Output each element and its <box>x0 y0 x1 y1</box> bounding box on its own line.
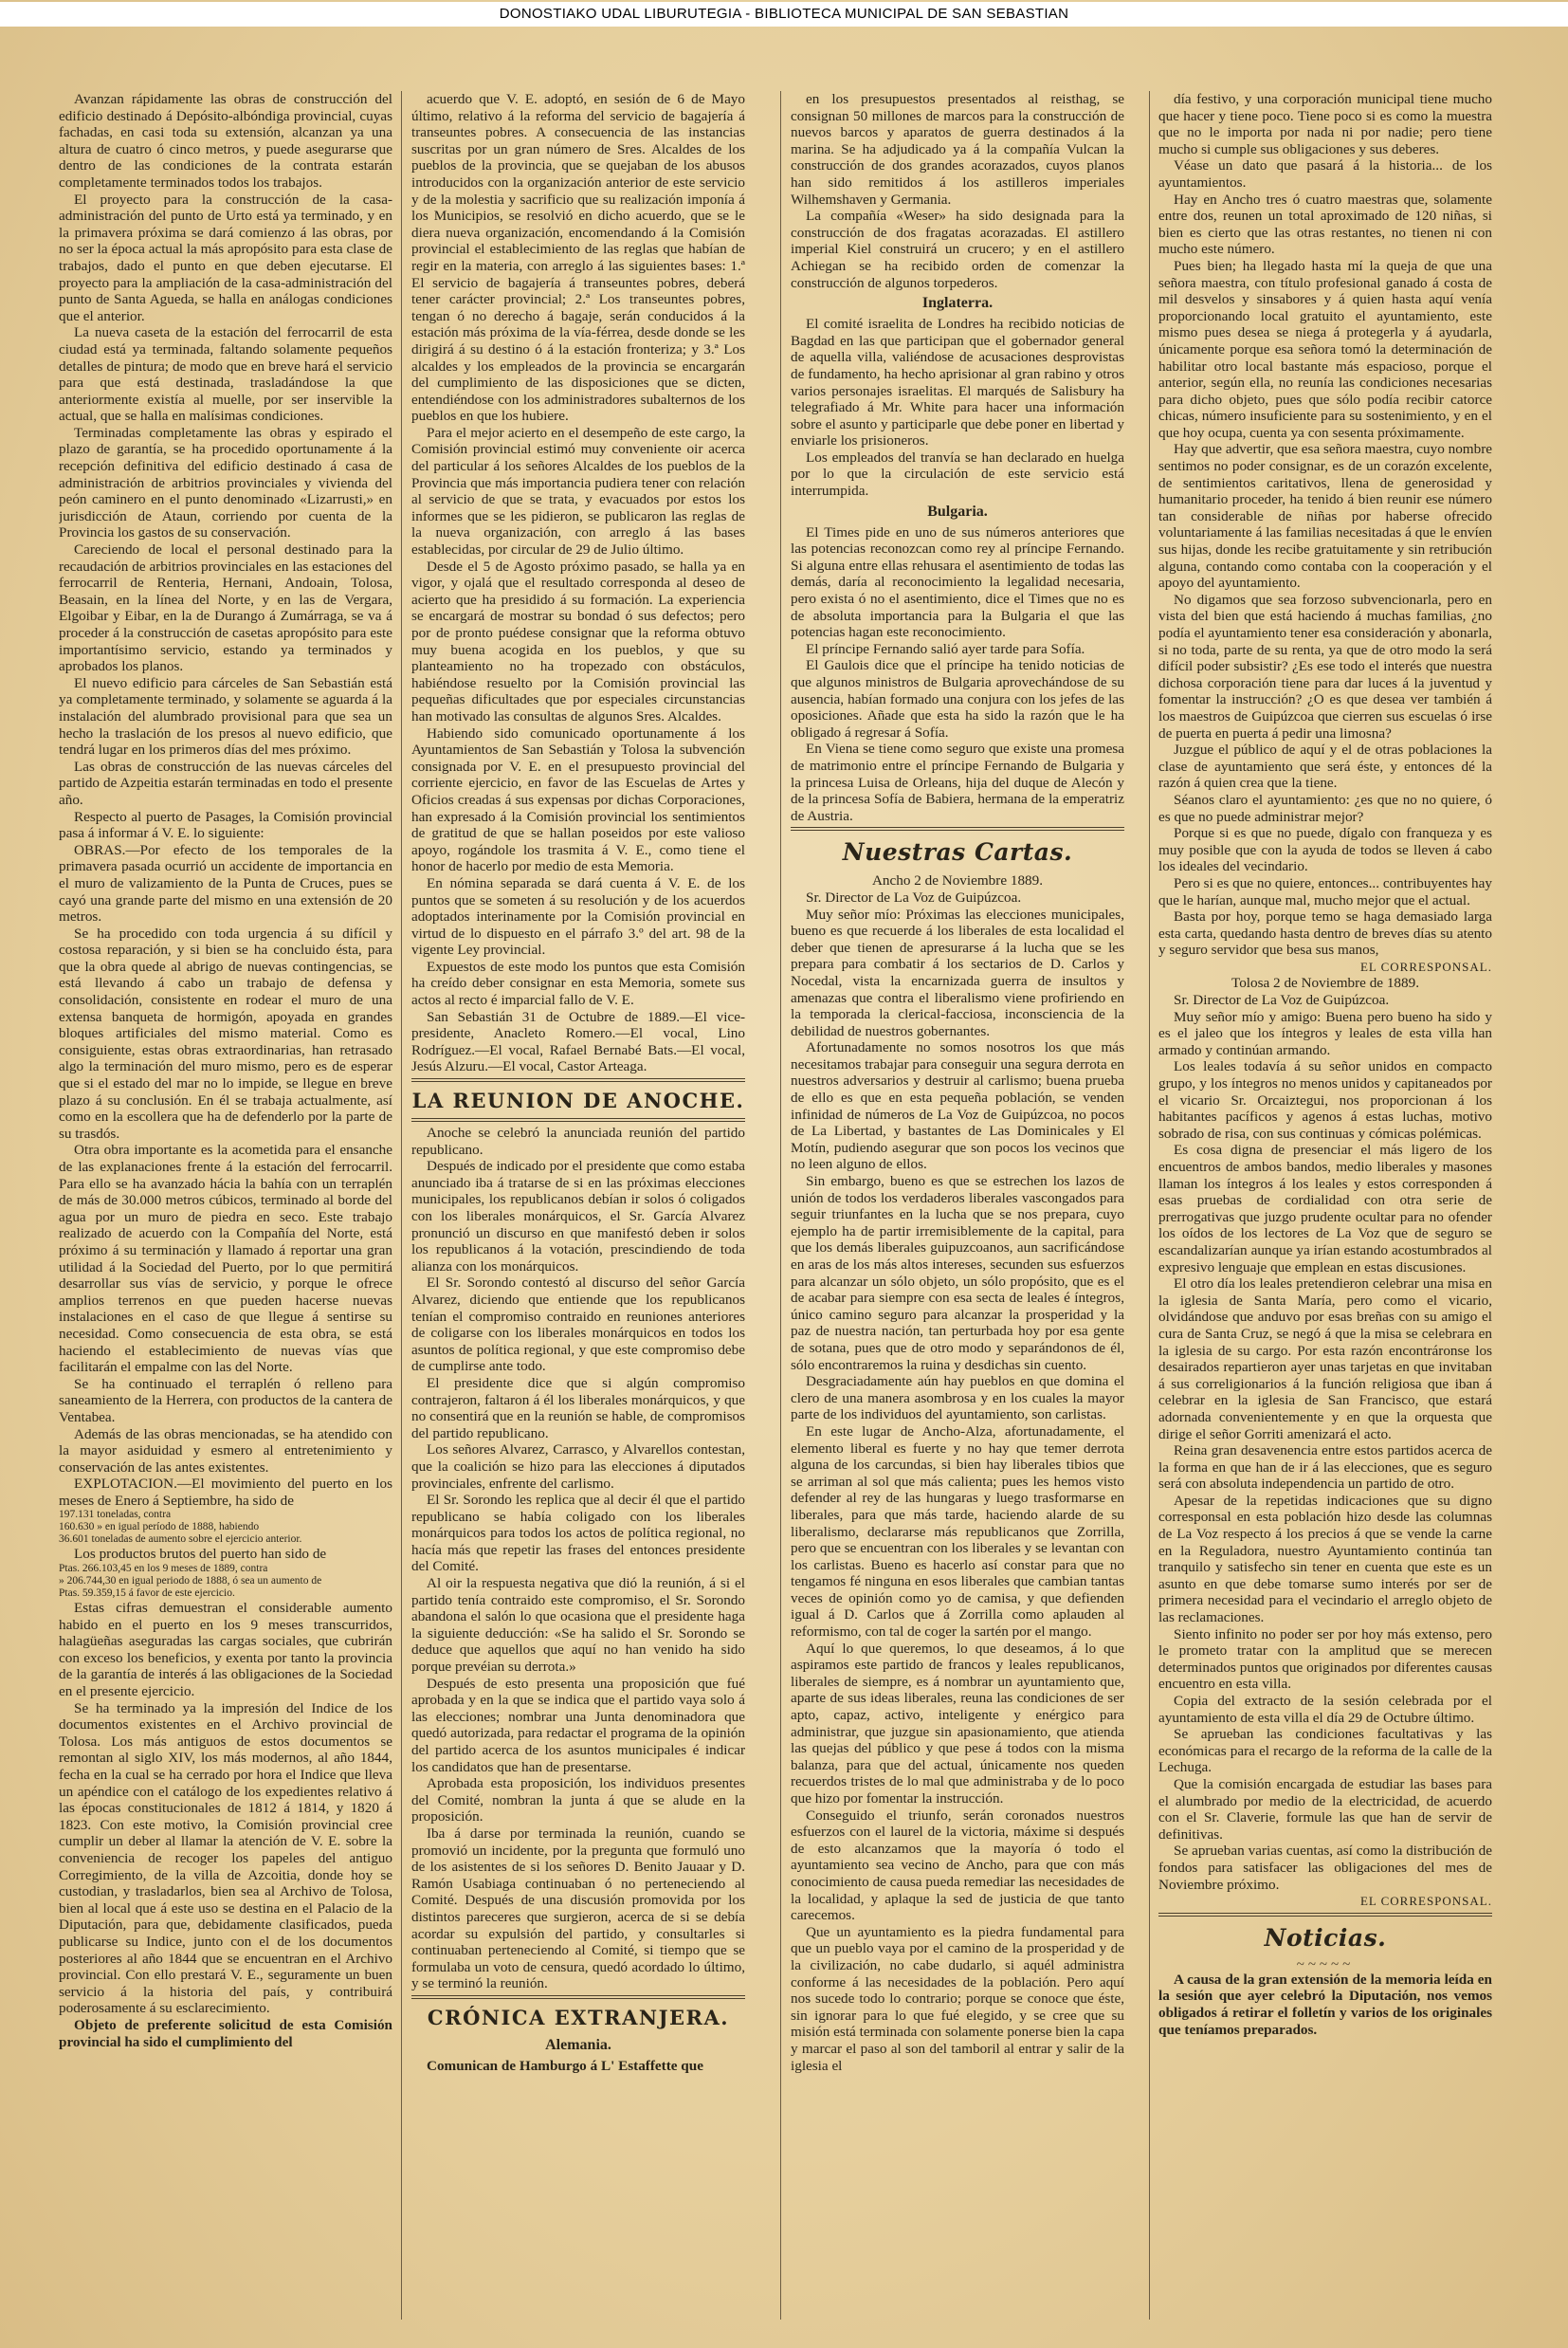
stats-line: Ptas. 59.359,15 á favor de este ejercicio. <box>59 1587 235 1600</box>
paragraph: En este lugar de Ancho-Alza, afortunadamente, el elemento liberal es fuerte y no hay que temer derrota alguna de los carcundas, si bien hay liberales tibios que se arriman al sol que más calienta; pues les hemos visto defender al rey de las hungaras y luego trasformarse en liberales, para que más tarde, haciendo alarde de su liberalismo, declararse más republicanos que Zorrilla, pero que se encuentran con los liberales y se levantan con los carlistas. Bueno es hacerlo así constar para que no tengamos fé ninguna en esos liberales que cambian tantas veces de opinión como yo de camisa, y que defienden igual á D. Carlos que á Zorrilla como aplauden al reformismo, con tal de coger la sartén por el mango. <box>791 1422 1124 1641</box>
stats-line: 36.601 toneladas de aumento sobre el ejercicio anterior. <box>59 1533 302 1546</box>
paragraph: Habiendo sido comunicado oportunamente á los Ayuntamientos de San Sebastián y Tolosa la subvención consignada por V. E. en el presupuesto provincial del corriente ejercicio, en favor de las Escuelas de Artes y Oficios creadas á sus expensas por dichas Corporaciones, han expresado á la Comisión provincial los sentimientos de gratitud de que se hallan poseidos por este valioso apoyo, rogándole los trasmita á V. E., como tiene el honor de hacerlo por medio de esta Memoria. <box>411 725 745 875</box>
section-divider <box>1158 1913 1492 1917</box>
section-heading-reunion: LA REUNION DE ANOCHE. <box>411 1089 745 1113</box>
section-divider <box>411 1118 745 1122</box>
paragraph: Los leales todavía á su señor unidos en compacto grupo, y los íntegros no menos unidos y capitaneados por el vicario Sr. Orcaiztegui, nos proporcionan á los habitantes pacíficos y agenos á estas luchas, motivo sobrado de risa, con sus continuas y cómicas polémicas. <box>1158 1058 1492 1142</box>
paragraph: acuerdo que V. E. adoptó, en sesión de 6 de Mayo último, relativo á la reforma del servicio de bagajería á transeuntes pobres. A consecuencia de las instancias suscritas por un gran número de Sres. Alcaldes de los pueblos de la provincia, que se quejaban de los abusos introducidos con la organización anterior de este servicio y de la molestia y sacrificio que su realización imponía á los Municipios, se resolvió en dicho acuerdo, que se le diera nueva organización, encomendando á la Comisión provincial el establecimiento de las reglas que habían de regir en la materia, con arreglo á las siguientes bases: 1.ª El servicio de bagajería á transeuntes pobres, deberá tener carácter provincial; 2.ª Los transeuntes pobres, tengan ó no derecho á bagaje, serán conducidos á la estación más próxima de la vía-férrea, desde donde se les dirigirá á su destino ó á la estación fronteriza; y 3.ª Los alcaldes y los empleados de la provincia se encargarán del cumplimiento de las disposiciones que se dicten, entendiéndose con los administradores subalternos de los pueblos en que los hubiere. <box>411 91 745 425</box>
paragraph: Los empleados del tranvía se han declarado en huelga por lo que la circulación de este servicio está interrumpida. <box>791 449 1124 500</box>
paragraph: Véase un dato que pasará á la historia... de los ayuntamientos. <box>1158 157 1492 191</box>
paragraph: Aprobada esta proposición, los individuos presentes del Comité, nombran la junta á que se alude en la proposición. <box>411 1775 745 1825</box>
paragraph: Desgraciadamente aún hay pueblos en que domina el clero de una manera asombrosa y en los cuales la mayor parte de los individuos del ayuntamiento, son carlistas. <box>791 1373 1124 1423</box>
paragraph: Es cosa digna de presenciar el más ligero de los encuentros de ambos bandos, medio liberales y masones llaman los íntegros á los leales y estos corresponden á esas pruebas de cordialidad con otra serie de prerrogativas que juzgo prudente ocultar para no ofender los oídos de los lectores de La Voz que de seguro se escandalizarían aunque ya irían estando acostumbrados al expresivo lenguaje que emplean en estas discusiones. <box>1158 1142 1492 1275</box>
newspaper-columns <box>59 91 1507 2320</box>
column-1 <box>59 91 392 2320</box>
signature: EL CORRESPONSAL. <box>1359 1894 1492 1909</box>
paragraph: El príncipe Fernando salió ayer tarde para Sofía. <box>806 640 1085 657</box>
section-divider <box>411 1995 745 1999</box>
subheading-bulgaria: Bulgaria. <box>927 503 988 520</box>
paragraph: Pues bien; ha llegado hasta mí la queja de que una señora maestra, con título profesional ganado á costa de mil desvelos y sinsabores y á quien hasta aquí venía proporcionando local gratuito el ayuntamiento, este mismo pues desea se niega á protegerla y á ayudarla, únicamente porque esa señora tomó la determinación de habilitar otro local bastante más espacioso, porque el anterior, según ella, no reunía las condiciones necesarias para dicho objeto, pues que sólo podía recibir catorce chicas, número insuficiente para su sostenimiento, y en el que hoy ocupa, cuenta ya con sesenta próximamente. <box>1158 257 1492 441</box>
paragraph: Además de las obras mencionadas, se ha atendido con la mayor asiduidad y esmero al entretenimiento y conservación de las antes existentes. <box>59 1425 392 1476</box>
paragraph: Se aprueban varias cuentas, así como la distribución de fondos para satisfacer las obligaciones del mes de Noviembre próximo. <box>1158 1843 1492 1893</box>
paragraph: Copia del extracto de la sesión celebrada por el ayuntamiento de esta villa el día 29 de Octubre último. <box>1158 1693 1492 1726</box>
signature: EL CORRESPONSAL. <box>1359 959 1492 974</box>
paragraph: Desde el 5 de Agosto próximo pasado, se halla ya en vigor, y ojalá que el resultado corresponda al deseo de acierto que ha presidido á su formación. La experiencia se encargará de mostrar su bondad ó sus defectos; pero por de pronto puédese consignar que la reforma obtuvo muy buena acogida en los pueblos, y que su planteamiento no ha tropezado con obstáculos, habiéndose resuelto por la Comisión provincial las pequeñas dificultades que por especiales circunstancias han motivado las consultas de algunos Sres. Alcaldes. <box>411 558 745 725</box>
dateline: Tolosa 2 de Noviembre de 1889. <box>1231 975 1419 992</box>
paragraph: El comité israelita de Londres ha recibido noticias de Bagdad en las que participan que el gobernador general de aquella villa, valiéndose de acusaciones desprovistas de fundamento, ha hecho aprisionar al gran rabino y otros varios personajes israelitas. El marqués de Salisbury ha telegrafiado á Mr. White para hacer una información sobre el asunto y participarle que debe poner en libertad y enviarle los prisioneros. <box>791 316 1124 449</box>
column-rule <box>780 91 781 2320</box>
paragraph: Sin embargo, bueno es que se estrechen los lazos de unión de todos los verdaderos liberales vascongados para seguir triunfantes en la lucha que se nos prepara, cuyo ejemplo ha de partir irremisiblemente de la capital, para que los demás liberales guipuzcoanos, aun sacrificándose en aras de los más altos intereses, secunden sus esfuerzos para alcanzar un sólo objeto, un sólo propósito, que es el de acabar para siempre con esa secta de leales é íntegros, único camino seguro para alcanzar la prosperidad y la paz de nuestra nación, tan perturbada hoy por esa gente de sotana, pues que de otro modo y separándonos de él, sólo encontraremos la ruina y desdichas sin cuento. <box>791 1173 1124 1373</box>
paragraph: El Sr. Sorondo les replica que al decir él que el partido republicano se había coligado con los liberales monárquicos para todos los actos de política regional, no hacía más que repetir las frases del entonces presidente del Comité. <box>411 1492 745 1575</box>
paragraph: Las obras de construcción de las nuevas cárceles del partido de Azpeitia estarán terminadas en todo el presente año. <box>59 758 392 808</box>
paragraph: No digamos que sea forzoso subvencionarla, pero en vista del bien que está haciendo á muchas familias, ¿no podía el ayuntamiento tener esa consideración y abonarla, si no toda, parte de su renta, ya que de otro modo la será difícil poder subsistir? ¿Es ese todo el interés que nuestra dichosa corporación tiene para dar luces á la juventud y fomentar la instrucción? ¿O es que desea ver también á los maestros de Guipúzcoa que cierren sus escuelas ó irse de puerta en puerta á pedir una limosna? <box>1158 591 1492 742</box>
paragraph: En Viena se tiene como seguro que existe una promesa de matrimonio entre el príncipe Fernando de Bulgaria y la princesa Luisa de Orleans, hija del duque de Alecón y de la princesa Sofía de Babiera, hermana de la emperatriz de Austria. <box>791 741 1124 824</box>
paragraph: Afortunadamente no somos nosotros los que más necesitamos trabajar para conseguir una segura derrota en nuestros adversarios y destruir al carlismo; buena prueba de ello es que en esta pequeña población, se venden infinidad de números de La Voz de Guipúzcoa, no pocos de La Libertad, y bastantes de Las Dominicales y El Motín, pudiendo asegurar que son pocos los vecinos que no leen alguno de ellos. <box>791 1039 1124 1173</box>
paragraph: Se ha procedido con toda urgencia á su difícil y costosa reparación, y si bien se ha concluido ésta, para que la obra quede al abrigo de nuevas contingencias, se está llevando á cabo un trabajo de defensa y consolidación, consistente en rodear el muro de una extensa banqueta de hormigón, apoyada en grandes bloques artificiales del mismo material. Como es consiguiente, estas obras extraordinarias, han retrasado algo la terminación del muro mismo, pero es de esperar que si el estado del mar no lo impide, se llegue en breve plazo á su conclusión. En él se trabaja actualmente, así como en la escollera que ha de defenderlo por la parte de su trasdós. <box>59 925 392 1142</box>
section-divider <box>411 1078 745 1082</box>
paragraph: La compañía «Weser» ha sido designada para la construcción de dos fragatas acorazadas. El astillero imperial Kiel construirá un crucero; y en el astillero Achiegan se ha recibido orden de comenzar la construcción de algunos torpederos. <box>791 208 1124 291</box>
paragraph: Se aprueban las condiciones facultativas y las económicas para el recargo de la reforma de la calle de la Lechuga. <box>1158 1726 1492 1776</box>
paragraph: Expuestos de este modo los puntos que esta Comisión ha creído deber consignar en esta Memoria, somete sus actos al recto é imparcial fallo de V. E. <box>411 958 745 1009</box>
paragraph: San Sebastián 31 de Octubre de 1889.—El vice-presidente, Anacleto Romero.—El vocal, Lino Rodríguez.—El vocal, Rafael Bernabé Bats.—El vocal, Jesús Alzuru.—El vocal, Castor Arteaga. <box>411 1008 745 1075</box>
paragraph: Para el mejor acierto en el desempeño de este cargo, la Comisión provincial estimó muy conveniente oir acerca del particular á los señores Alcaldes de los pueblos de la Provincia que más importancia pudiera tener con relación al servicio de que se trata, y evacuados por estos los informes que se les pidieron, se publicaron las reglas de la nueva organización, con arreglo á las bases establecidas, por circular de 29 de Julio último. <box>411 424 745 559</box>
column-rule <box>1149 91 1150 2320</box>
paragraph: Avanzan rápidamente las obras de construcción del edificio destinado á Depósito-albóndiga provincial, cuyas fachadas, en casi toda su extensión, alcanzan ya una altura de cuatro ó cinco metros, y puede asegurarse que dentro de las condiciones de la contrata estarán completamente terminados todos los trabajos. <box>59 91 392 191</box>
paragraph: Después de indicado por el presidente que como estaba anunciado iba á tratarse de si en las próximas elecciones municipales, los republicanos debían ir solos ó coligados con los liberales monárquicos, el Sr. García Alvarez pronunció un discurso en que manifestó deben ir solos los republicanos á la votación, prescindiendo de toda alianza con los monárquicos. <box>411 1158 745 1275</box>
paragraph: Basta por hoy, porque temo se haga demasiado larga esta carta, quedando hasta dentro de breves días su atento y seguro servidor que besa sus manos, <box>1158 908 1492 959</box>
column-3 <box>791 91 1124 2320</box>
stats-line: Ptas. 266.103,45 en los 9 meses de 1889, contra <box>59 1563 268 1575</box>
salutation: Sr. Director de La Voz de Guipúzcoa. <box>1174 992 1390 1009</box>
paragraph: El Times pide en uno de sus números anteriores que las potencias reconozcan como rey al príncipe Fernando. Si alguna entre ellas rehusara el asentimiento de todas las demás, daría al reconocimiento la legalidad necesaria, pero exista ó no el asentimiento, dice el Times que no es de absoluta importancia para la Bulgaria el que las potencias hagan este reconocimiento. <box>791 523 1124 641</box>
paragraph: El presidente dice que si algún compromiso contrajeron, faltaron á él los liberales monárquicos, y que no consentirá que en la reunión se hable, de compromisos del partido republicano. <box>411 1374 745 1441</box>
paragraph: en los presupuestos presentados al reisthag, se consignan 50 millones de marcos para la construcción de nuevos barcos y aparatos de guerra destinados á la marina. Se ha adjudicado ya á la compañía Vulcan la construcción de dos grandes acorazados, cuyos planos han sido remitidos á los astilleros imperiales Wilhemshaven y Germania. <box>791 91 1124 208</box>
paragraph: Se ha continuado el terraplén ó relleno para saneamiento de la Herrera, con productos de la cantera de Ventabea. <box>59 1375 392 1425</box>
paragraph: Reina gran desavenencia entre estos partidos acerca de la forma en que han de ir á las elecciones, que es seguro será con absoluta independencia un partido de otro. <box>1158 1442 1492 1493</box>
paragraph: El Sr. Sorondo contestó al discurso del señor García Alvarez, diciendo que entiende que los republicanos tenían el compromiso contraido en reuniones anteriores de coligarse con los liberales monárquicos en todos los asuntos de política regional, y que este compromiso debe de cumplirse ante todo. <box>411 1275 745 1375</box>
paragraph: Hay que advertir, que esa señora maestra, cuyo nombre sentimos no poder consignar, es de un corazón excelente, de sentimientos caritativos, llena de generosidad y humanitario proceder, ha tenido á bien reunir ese número tan considerable de niñas por haberse ofrecido voluntariamente á las familias necesitadas á que le envíen sus hijas, donde les recibe gratuitamente y sin retribución alguna, contando como contaba con la cooperación y el apoyo del ayuntamiento. <box>1158 441 1492 592</box>
paragraph: Siento infinito no poder ser por hoy más extenso, pero le prometo tratar con la amplitud que se merecen determinados puntos que originados por diferentes causas encuentro en esta villa. <box>1158 1625 1492 1693</box>
paragraph: Pero si es que no quiere, entonces... contribuyentes hay que le harían, aunque mal, mucho mejor que el actual. <box>1158 874 1492 908</box>
section-heading-cartas: Nuestras Cartas. <box>842 838 1073 867</box>
section-heading-noticias: Noticias. <box>1264 1923 1387 1952</box>
paragraph: El nuevo edificio para cárceles de San Sebastián está ya completamente terminado, y solamente se aguarda á la instalación del alumbrado provisional para que sea un hecho la traslación de los presos al nuevo edificio, que tendrá lugar en los primeros días del mes próximo. <box>59 674 392 759</box>
paragraph: Los productos brutos del puerto han sido de <box>74 1546 327 1563</box>
paragraph: A causa de la gran extensión de la memoria leída en la sesión que ayer celebró la Diputación, nos vemos obligados á retirar el folletín y varios de los originales que teníamos preparados. <box>1158 1971 1492 2038</box>
column-2 <box>411 91 745 2320</box>
dateline: Ancho 2 de Noviembre 1889. <box>871 872 1044 890</box>
section-heading-cronica: CRÓNICA EXTRANJERA. <box>427 2005 730 2029</box>
paragraph: Estas cifras demuestran el considerable aumento habido en el puerto en los 9 meses transcurridos, halagüeñas aseguradas las cargas sociales, que cubrirán con exceso los beneficios, y exenta por tanto la provincia de la garantía de interés á las obligaciones de la Sociedad en el presente ejercicio. <box>59 1600 392 1700</box>
paragraph: Juzgue el público de aquí y el de otras poblaciones la clase de ayuntamiento que será éste, y entonces dé la razón á quien crea que la tiene. <box>1158 742 1492 792</box>
paragraph: OBRAS.—Por efecto de los temporales de la primavera pasada ocurrió un accidente de importancia en el muro de valizamiento de la Punta de Cruces, pues se cayó una grande parte del mismo en una extensión de 20 metros. <box>59 841 392 926</box>
paragraph: Aquí lo que queremos, lo que deseamos, á lo que aspiramos este partido de francos y leales republicanos, liberales de siempre, es á nombrar un ayuntamiento que, aparte de sus ideas liberales, reuna las condiciones de ser apto, capaz, activo, inteligente y enérgico para administrar, que juzgue sin apasionamiento, que atienda las quejas del público y que pese á todos con la misma balanza, para que del actual, únicamente nos queden recuerdos tristes de lo mal que administraba y de lo poco que hizo por fomentar la instrucción. <box>791 1640 1124 1807</box>
paragraph: Iba á darse por terminada la reunión, cuando se promovió un incidente, por la pregunta que formuló uno de los asistentes de si los señores D. Benito Jauaar y D. Ramón Usabiaga continuaban ó no perteneciendo al Comité. Después de una discusión promovida por los distintos pareceres que surgieron, acerca de si se debía acordar su expulsión del partido, y consultarles si continuaban perteneciendo al Comité, si tiempo que se formulaba un voto de censura, quedó acordado lo último, y se terminó la reunión. <box>411 1825 745 1992</box>
paragraph: Muy señor mío y amigo: Buena pero bueno ha sido y es el jaleo que los íntegros y leales de esta villa han armado y continúan armando. <box>1158 1008 1492 1058</box>
archive-header: DONOSTIAKO UDAL LIBURUTEGIA - BIBLIOTECA MUNICIPAL DE SAN SEBASTIAN <box>0 2 1568 27</box>
paragraph: Al oir la respuesta negativa que dió la reunión, á si el partido tenía contraido este compromiso, el Sr. Sorondo abandona el salón lo que ocasiona que el presidente haga la siguiente deducción: «Se ha salido el Sr. Sorondo se deduce que aquellos que aquí no han venido ha sido porque prevéian su derrota.» <box>411 1575 745 1676</box>
paragraph: Apesar de la repetidas indicaciones que su digno corresponsal en esta población hizo desde las columnas de La Voz respecto á los precios á que se vende la carne en la Reguladora, nuestro Ayuntamiento continúa tan tranquilo y satisfecho sin tener en cuenta que este es un asunto en que debe tomarse sumo interés por ser de primera necesidad para el vecindario el arreglo objeto de las reclamaciones. <box>1158 1492 1492 1626</box>
subheading-inglaterra: Inglaterra. <box>921 295 994 312</box>
subheading-alemania: Alemania. <box>545 2036 611 2053</box>
paragraph: día festivo, y una corporación municipal tiene mucho que hacer y tiene poco. Tiene poco si es como la muestra que no le importa por nada ni por nadie; pero tiene mucho si cumple sus obligaciones y sus deberes. <box>1158 91 1492 157</box>
paragraph: Hay en Ancho tres ó cuatro maestras que, solamente entre dos, reunen un total aproximado de 120 niñas, si bien es cierto que las otras restantes, no tienen ni con mucho este número. <box>1158 191 1492 258</box>
paragraph: En nómina separada se dará cuenta á V. E. de los puntos que se someten á su resolución y de los acuerdos adoptados interinamente por la Comisión provincial en virtud de lo dispuesto en el párrafo 3.º del art. 98 de la vigente Ley provincial. <box>411 874 745 959</box>
paragraph: La nueva caseta de la estación del ferrocarril de esta ciudad está ya terminada, faltando solamente pequeños detalles de pintura; de modo que en breve hará el servicio para que está destinada, trasladándose la que anteriormente existía al muelle, por ser inservible la actual, que se halla en malísimas condiciones. <box>59 324 392 425</box>
column-rule <box>401 91 402 2320</box>
paragraph: Comunican de Hamburgo á L' Estaffette que <box>427 2057 703 2074</box>
paragraph: Conseguido el triunfo, serán coronados nuestros esfuerzos con el laurel de la victoria, máxime si después de esto alcanzamos que la mayoría ó todo el ayuntamiento sea vecino de Ancho, para que con más conocimiento de causa pueda remediar las necesidades de la localidad, y aplaque la sed de justicia de que tanto carecemos. <box>791 1807 1124 1924</box>
paragraph: Séanos claro el ayuntamiento: ¿es que no no quiere, ó es que no puede administrar mejor? <box>1158 791 1492 825</box>
salutation: Sr. Director de La Voz de Guipúzcoa. <box>806 889 1022 906</box>
paragraph: Careciendo de local el personal destinado para la recaudación de arbitrios provinciales en las estaciones del ferrocarril de Renteria, Hernani, Andoain, Tolosa, Beasain, en la línea del Norte, y en las de Vergara, Elgoibar y Eibar, en la de Durango á Zumárraga, se va á proceder á la construcción de casetas apropósito para este importantísimo servicio, estando ya terminados y aprobados los planos. <box>59 541 392 675</box>
paragraph: Terminadas completamente las obras y espirado el plazo de garantía, se ha procedido oportunamente á la recepción definitiva del edificio destinado á casa de administración de arbitrios provinciales y vivienda del peón caminero en el punto denominado «Lizarrusti,» en jurisdicción de Ataun, corriendo por cuenta de la Provincia los gastos de su conservación. <box>59 424 392 541</box>
column-4 <box>1158 91 1492 2320</box>
paragraph: Los señores Alvarez, Carrasco, y Alvarellos contestan, que la coalición se hizo para las elecciones á diputados provinciales, enfrente del carlismo. <box>411 1441 745 1492</box>
paragraph: Otra obra importante es la acometida para el ensanche de las explanaciones frente á la estación del ferrocarril. Para ello se ha avanzado hácia la bahía con un terraplén de más de 30.000 metros cúbicos, terminado al borde del agua por un muro de piedra en seco. Este trabajo realizado de acuerdo con la Compañía del Norte, está próximo á su terminación y llamado á reportar una gran utilidad á la Sociedad del Puerto, por lo que permitirá desarrollar sus vías de servicio, y porque le ofrece amplios terrenos en que pueden hacerse nuevas instalaciones en el caso de que llegue á sentirse su necesidad. Como consecuencia de esta obra, se está haciendo el establecimiento de nuevas vías que facilitarán el empalme con las del Norte. <box>59 1142 392 1376</box>
paragraph: Que la comisión encargada de estudiar las bases para el alumbrado por medio de la electricidad, de acuerdo con el Sr. Claverie, formule las que han de servir de definitivas. <box>1158 1775 1492 1843</box>
paragraph: EXPLOTACION.—El movimiento del puerto en los meses de Enero á Septiembre, ha sido de <box>59 1476 392 1509</box>
section-divider <box>791 827 1124 831</box>
paragraph: Objeto de preferente solicitud de esta Comisión provincial ha sido el cumplimiento del <box>59 2016 392 2050</box>
paragraph: Después de esto presenta una proposición que fué aprobada y en la que se indica que el partido vaya solo á las elecciones; nombrar una Junta denominadora que quedó autorizada, para redactar el programa de la opinión del partido acerca de los asuntos municipales é indicar los candidatos que han de presentarse. <box>411 1675 745 1775</box>
paragraph: Muy señor mío: Próximas las elecciones municipales, bueno es que recuerde á los liberales de esta localidad el deber que tienen de apresurarse á la lucha que se les prepara para combatir á los sectarios de D. Carlos y Nocedal, vista la encarnizada guerra de insultos y amenazas que contra el liberalismo viene profiriendo en la temporada la clerical-facciosa, inconsciencia de la debilidad de nuestros gobernantes. <box>791 906 1124 1039</box>
paragraph: Se ha terminado ya la impresión del Indice de los documentos existentes en el Archivo provincial de Tolosa. Los más antiguos de estos documentos se remontan al siglo XIV, los más modernos, al año 1844, fecha en la cual se ha cerrado por hora el Indice que lleva un apéndice con el catálogo de los expedientes relativo á las épocas constitucionales de 1812 á 1814, y 1820 á 1823. Con este motivo, la Comisión provincial cree cumplir un deber al llamar la atención de V. E. sobre la conveniencia de recoger los papeles del antiguo Corregimiento, de la villa de Azcoitia, donde hoy se custodian, y trasladarlos, bien sea al Archivo de Tolosa, bien al local que á este uso se destina en el Palacio de la Diputación, para que, debidamente clasificados, pueda publicarse su Indice, junto con el de los documentos posteriores al año 1844 que se encuentran en el Archivo provincial. Con ello prestará V. E., seguramente un buen servicio á la historia del país, y contribuirá poderosamente á su esclarecimiento. <box>59 1699 392 2017</box>
paragraph: Anoche se celebró la anunciada reunión del partido republicano. <box>411 1125 745 1158</box>
paragraph: Que un ayuntamiento es la piedra fundamental para que un pueblo vaya por el camino de la prosperidad y de la civilización, no cabe dudarlo, si aquél administra conforme á las necesidades de la población. Pero aquí nos sucede todo lo contrario; porque se conoce que éste, sin ignorar para lo que fué elegido, y se cree que su misión está terminada con solamente ponerse bien la capa y marcar el paso al son del tamboril al entrar y salir de la iglesia el <box>791 1923 1124 2074</box>
paragraph: El proyecto para la construcción de la casa-administración del punto de Urto está ya terminado, y en la primavera próxima se dará comienzo á las obras, por no ser la época actual la más apropósito para esta clase de trabajos, dado el punto en que deben ejecutarse. El proyecto para la ampliación de la casa-administración del punto de Santa Agueda, se halla en análogas condiciones que el anterior. <box>59 191 392 324</box>
ornament: ~~~~~ <box>1296 1956 1355 1972</box>
paragraph: El otro día los leales pretendieron celebrar una misa en la iglesia de Santa María, pero como el vicario, olvidándose que anduvo por esas breñas con su amigo el cura de Santa Cruz, se negó á que la misa se celebrara en la iglesia de su cargo. Por esta razón encontráronse los desairados repartieron ayer unas tarjetas en que invitaban á sus correligionarios á la función religiosa que iban á celebrar en la iglesia de San Francisco, que estará adornada convenientemente y en que la orquesta que dirige el señor Gorriti amenizará el acto. <box>1158 1275 1492 1442</box>
stats-line: 197.131 toneladas, contra <box>59 1509 172 1521</box>
paragraph: El Gaulois dice que el príncipe ha tenido noticias de que algunos ministros de Bulgaria aprovechándose de su ausencia, habían formado una conjura con los jefes de las oposiciones. Añade que esta ha sido la razón que le ha obligado á regresar á Sofía. <box>791 657 1124 741</box>
paragraph: Porque si es que no puede, dígalo con franqueza y es muy posible que con la ayuda de todos se lleven á cabo los ideales del vecindario. <box>1158 825 1492 875</box>
stats-line: » 206.744,30 en igual periodo de 1888, ó sea un aumento de <box>59 1575 322 1587</box>
paragraph: Respecto al puerto de Pasages, la Comisión provincial pasa á informar á V. E. lo siguiente: <box>59 808 392 842</box>
stats-line: 160.630 » en igual período de 1888, habiendo <box>59 1521 260 1533</box>
